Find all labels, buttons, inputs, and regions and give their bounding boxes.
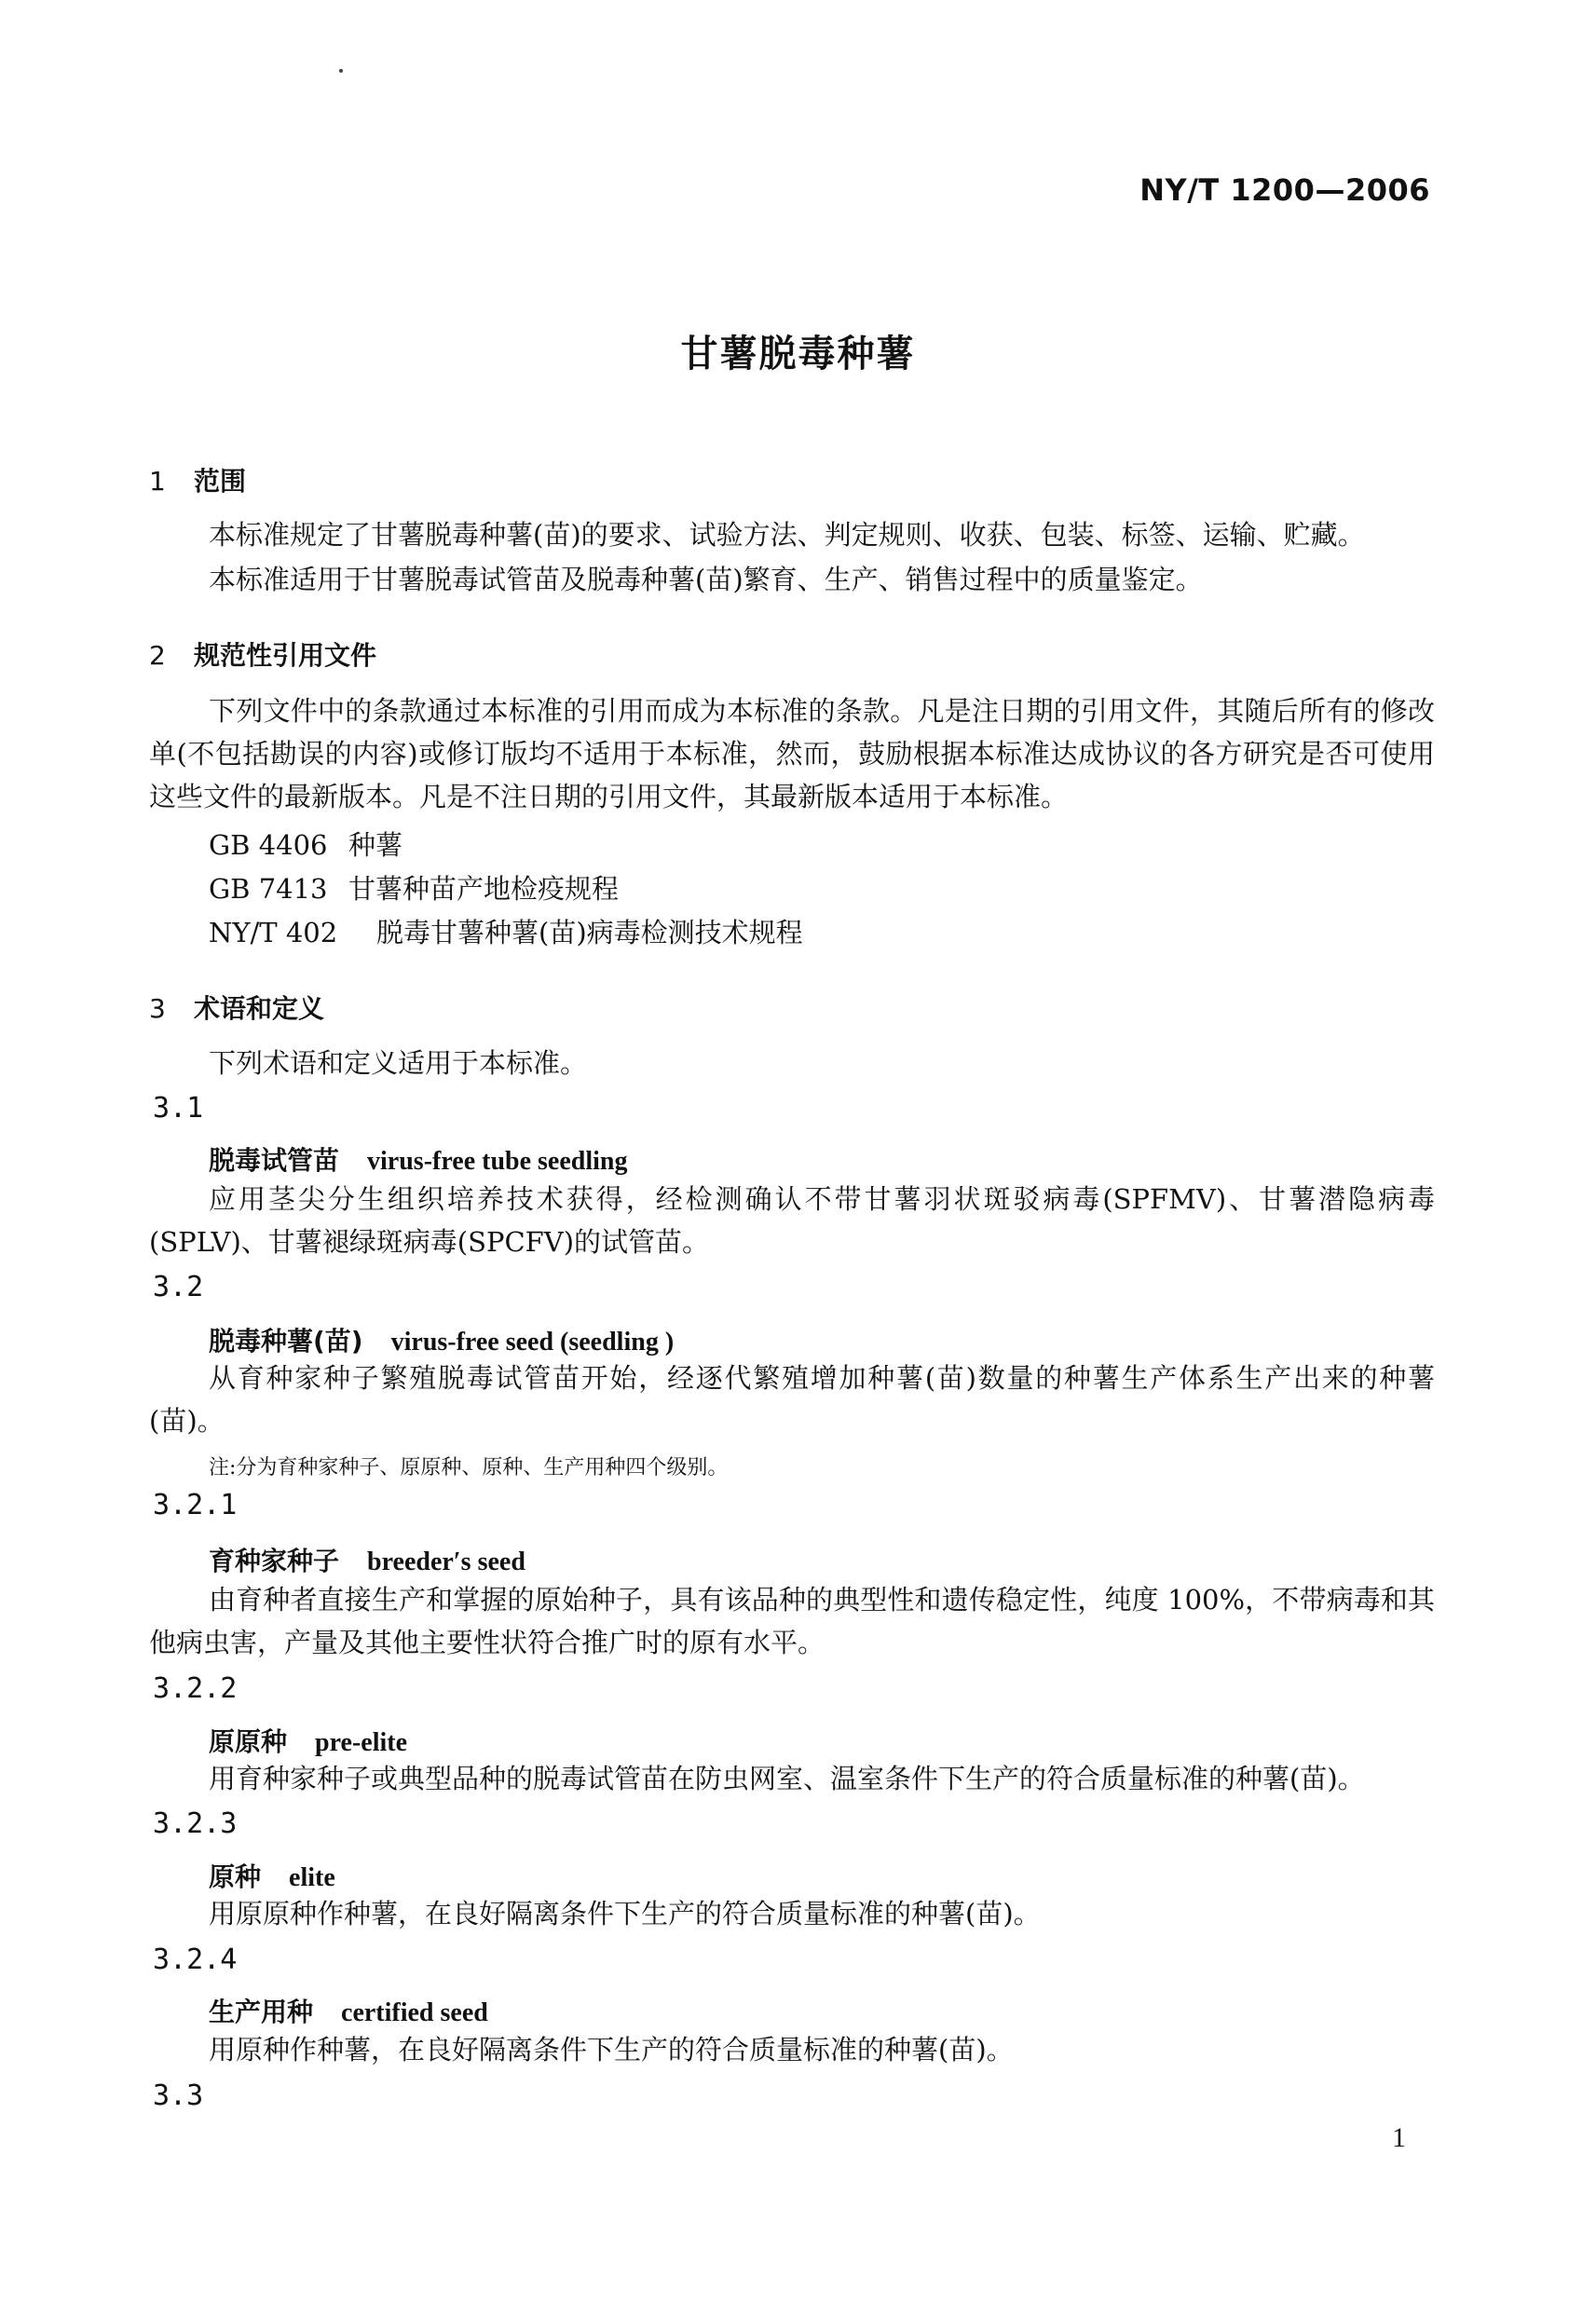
term-3-2-1	[209, 1541, 525, 1578]
section-title: 术语和定义	[194, 993, 325, 1024]
clause-number-3-2-3: 3.2.3	[153, 1807, 238, 1840]
definition-3-2-4: 用原种作种薯，在良好隔离条件下生产的符合质量标准的种薯(苗)。	[209, 2034, 1014, 2066]
section-3-heading	[149, 989, 324, 1026]
definition-3-2-2: 用育种家种子或典型品种的脱毒试管苗在防虫网室、温室条件下生产的符合质量标准的种薯(苗)。	[209, 1763, 1365, 1794]
term-english: pre-elite	[315, 1728, 407, 1757]
reference-code: GB 4406	[209, 829, 328, 861]
section-1-paragraph-1: 本标准规定了甘薯脱毒种薯(苗)的要求、试验方法、判定规则、收获、包装、标签、运输、贮藏。	[209, 519, 1365, 551]
reference-item	[209, 911, 803, 954]
term-english: certified seed	[341, 1998, 488, 2027]
term-chinese: 原原种	[209, 1726, 288, 1757]
definition-3-2: 从育种家种子繁殖脱毒试管苗开始，经逐代繁殖增加种薯(苗)数量的种薯生产体系生产出来的种薯(苗)。	[149, 1362, 1435, 1437]
section-number: 1	[149, 466, 166, 497]
term-3-2-2	[209, 1722, 407, 1759]
reference-title: 种薯	[348, 829, 403, 861]
note-3-2: 注:分为育种家种子、原原种、原种、生产用种四个级别。	[209, 1456, 729, 1479]
section-2-heading	[149, 635, 376, 673]
term-english: virus-free tube seedling	[367, 1147, 628, 1176]
term-3-2-3	[209, 1857, 335, 1894]
term-chinese: 原种	[209, 1861, 262, 1892]
definition-3-2-1: 由育种者直接生产和掌握的原始种子，具有该品种的典型性和遗传稳定性，纯度 100%，不带病毒和其他病虫害，产量及其他主要性状符合推广时的原有水平。	[149, 1584, 1435, 1658]
page-number: 1	[1392, 2122, 1406, 2153]
clause-number-3-2-1: 3.2.1	[153, 1489, 238, 1521]
reference-item	[209, 867, 619, 910]
section-3-paragraph: 下列术语和定义适用于本标准。	[209, 1047, 588, 1079]
section-title: 规范性引用文件	[194, 640, 377, 671]
definition-3-2-3: 用原原种作种薯，在良好隔离条件下生产的符合质量标准的种薯(苗)。	[209, 1898, 1041, 1929]
reference-code: GB 7413	[209, 873, 328, 905]
term-chinese: 生产用种	[209, 1997, 314, 2027]
clause-number-3-2: 3.2	[153, 1271, 204, 1303]
scan-speck	[339, 69, 343, 73]
reference-code: NY/T 402	[209, 917, 338, 948]
definition-3-1: 应用茎尖分生组织培养技术获得，经检测确认不带甘薯羽状斑驳病毒(SPFMV)、甘薯潜隐病毒(SPLV)、甘薯褪绿斑病毒(SPCFV)的试管苗。	[149, 1183, 1435, 1258]
term-chinese: 育种家种子	[209, 1546, 340, 1576]
reference-item	[209, 824, 402, 866]
reference-title: 甘薯种苗产地检疫规程	[348, 873, 620, 905]
term-3-1	[209, 1140, 627, 1178]
clause-number-3-1: 3.1	[153, 1092, 204, 1125]
term-english: virus-free seed (seedling )	[390, 1328, 675, 1357]
section-1-paragraph-2: 本标准适用于甘薯脱毒试管苗及脱毒种薯(苗)繁育、生产、销售过程中的质量鉴定。	[209, 564, 1203, 595]
document-title: 甘薯脱毒种薯	[680, 333, 916, 375]
clause-number-3-2-4: 3.2.4	[153, 1943, 238, 1976]
clause-number-3-2-2: 3.2.2	[153, 1672, 238, 1705]
section-1-heading	[149, 461, 246, 498]
section-number: 3	[149, 993, 166, 1024]
section-title: 范围	[194, 466, 247, 497]
term-english: elite	[289, 1863, 335, 1892]
reference-title: 脱毒甘薯种薯(苗)病毒检测技术规程	[376, 917, 803, 948]
standard-code: NY/T 1200—2006	[1139, 172, 1430, 208]
section-number: 2	[149, 640, 166, 671]
term-chinese: 脱毒试管苗	[209, 1145, 340, 1176]
term-3-2	[209, 1321, 674, 1358]
term-chinese: 脱毒种薯(苗)	[209, 1326, 363, 1357]
section-2-paragraph: 下列文件中的条款通过本标准的引用而成为本标准的条款。凡是注日期的引用文件，其随后所有的修改单(不包括勘误的内容)或修订版均不适用于本标准，然而，鼓励根据本标准达成协议的各方研究是否可使用这些文件的最新版本。凡是不注日期的引用文件，其最新版本适用于本标准。	[149, 695, 1435, 812]
term-english: breeder′s seed	[367, 1548, 525, 1576]
clause-number-3-3: 3.3	[153, 2079, 204, 2112]
term-3-2-4	[209, 1992, 488, 2029]
